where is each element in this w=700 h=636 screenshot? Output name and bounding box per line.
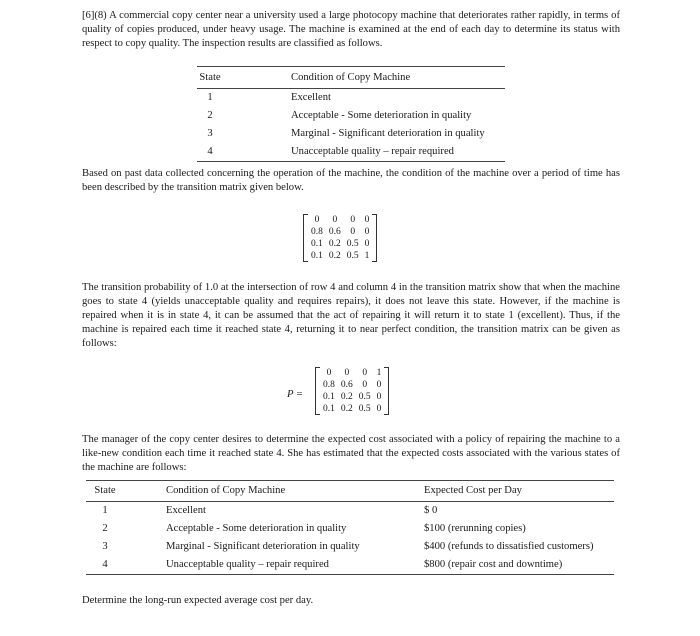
condition-cell: Acceptable - Some deterioration in quality <box>166 523 347 534</box>
right-bracket <box>372 214 377 262</box>
matrix-cell: 0 <box>350 215 356 225</box>
matrix-cell: 1 <box>376 368 382 378</box>
matrix-cell: 0.5 <box>358 404 371 414</box>
table-row <box>197 107 505 125</box>
matrix-cell: 0 <box>364 215 370 225</box>
table-row <box>86 520 614 538</box>
matrix-cell: 0.8 <box>311 227 323 237</box>
matrix-cell: 0 <box>344 368 350 378</box>
manager-paragraph: The manager of the copy center desires to determine the expected cost associated with a policy of repairing the machine to a like-new condition each time it reached state 4. She has estimated that the expected costs associated with the various states of the machine are follows: <box>82 434 620 473</box>
state-cell: 3 <box>207 128 213 139</box>
right-bracket <box>384 367 389 415</box>
header-cost: Expected Cost per Day <box>424 481 614 502</box>
matrix-cell: 0.2 <box>340 392 353 402</box>
matrix-cell: 0.5 <box>346 251 359 261</box>
state-cell: 2 <box>207 110 213 121</box>
matrix-cell: 0 <box>350 227 356 237</box>
matrix-cell: 0 <box>362 368 368 378</box>
transition-matrix <box>303 214 377 262</box>
matrix-cell: 0 <box>376 404 382 414</box>
table-row <box>86 502 614 521</box>
state-cell: 4 <box>102 559 108 570</box>
table-header-row <box>86 481 614 502</box>
matrix-cell: 0.8 <box>323 380 335 390</box>
matrix-cell: 0.2 <box>328 251 341 261</box>
table-row <box>197 143 505 162</box>
matrix-cell: 0.6 <box>340 380 353 390</box>
cost-cell: $100 (rerunning copies) <box>424 523 526 534</box>
transition-explanation-paragraph: The transition probability of 1.0 at the intersection of row 4 and column 4 in the transition matrix show that when the machine goes to state 4 (yields unacceptable quality and requires repairs), it does not leave this state. However, if the machine is repaired when it is in state 4, it can be assumed that the act of repairing it will return it to state 1 (excellent). Thus, if the machine is repaired each time it reached state 4, returning it to near perfect condition, the transition matrix can be given as follows: <box>82 282 620 349</box>
state-cell: 2 <box>102 523 108 534</box>
expected-cost-table <box>86 480 614 575</box>
matrix-cell: 0 <box>314 215 320 225</box>
matrix-cell: 0.6 <box>328 227 341 237</box>
header-condition: Condition of Copy Machine <box>291 67 505 89</box>
condition-cell: Acceptable - Some deterioration in quality <box>291 110 472 121</box>
header-state: State <box>197 67 223 89</box>
condition-cell: Marginal - Significant deterioration in quality <box>166 541 360 552</box>
matrix-cell: 0 <box>364 227 370 237</box>
matrix-cell: 1 <box>364 251 370 261</box>
cost-cell: $ 0 <box>424 505 438 516</box>
cost-cell: $400 (refunds to dissatisfied customers) <box>424 541 594 552</box>
table-row <box>86 556 614 575</box>
condition-cell: Unacceptable quality – repair required <box>291 146 454 157</box>
matrix-cell: 0 <box>326 368 332 378</box>
header-condition: Condition of Copy Machine <box>166 481 424 502</box>
matrix-cell: 0.1 <box>311 239 323 249</box>
table-row <box>197 125 505 143</box>
repaired-transition-matrix <box>315 367 389 415</box>
condition-cell: Unacceptable quality – repair required <box>166 559 329 570</box>
table-row <box>86 538 614 556</box>
cost-cell: $800 (repair cost and downtime) <box>424 559 563 570</box>
based-on-data-paragraph: Based on past data collected concerning the operation of the machine, the condition of the machine over a period of time has been described by the transition matrix given below. <box>82 168 620 193</box>
question-text: Determine the long-run expected average cost per day. <box>82 595 314 606</box>
matrix-cell: 0 <box>362 380 368 390</box>
state-cell: 3 <box>102 541 108 552</box>
condition-cell: Excellent <box>166 505 207 516</box>
p-matrix-label: P = <box>287 389 304 400</box>
matrix-cell: 0.5 <box>358 392 371 402</box>
matrix-cell: 0.2 <box>328 239 341 249</box>
matrix-cell: 0.5 <box>346 239 359 249</box>
condition-cell: Marginal - Significant deterioration in quality <box>291 128 485 139</box>
state-condition-table <box>197 66 505 162</box>
table-row <box>197 89 505 108</box>
matrix-cell: 0.1 <box>311 251 323 261</box>
matrix-cell: 0.2 <box>340 404 353 414</box>
matrix-cell: 0.1 <box>323 404 335 414</box>
state-cell: 1 <box>207 92 213 103</box>
matrix-cell: 0 <box>332 215 338 225</box>
matrix-cell: 0 <box>376 392 382 402</box>
state-cell: 4 <box>207 146 213 157</box>
state-cell: 1 <box>102 505 108 516</box>
condition-cell: Excellent <box>291 92 332 103</box>
matrix-cell: 0.1 <box>323 392 335 402</box>
problem-intro: [6](8) A commercial copy center near a university used a large photocopy machine that deteriorates rather rapidly, in terms of quality of copies produced, under heavy usage. The machine is examined at the end of each day to determine its status with respect to copy quality. The inspection results are classified as follows. <box>82 10 620 49</box>
header-state: State <box>86 481 124 502</box>
table-header-row <box>197 67 505 89</box>
matrix-cell: 0 <box>364 239 370 249</box>
matrix-cell: 0 <box>376 380 382 390</box>
